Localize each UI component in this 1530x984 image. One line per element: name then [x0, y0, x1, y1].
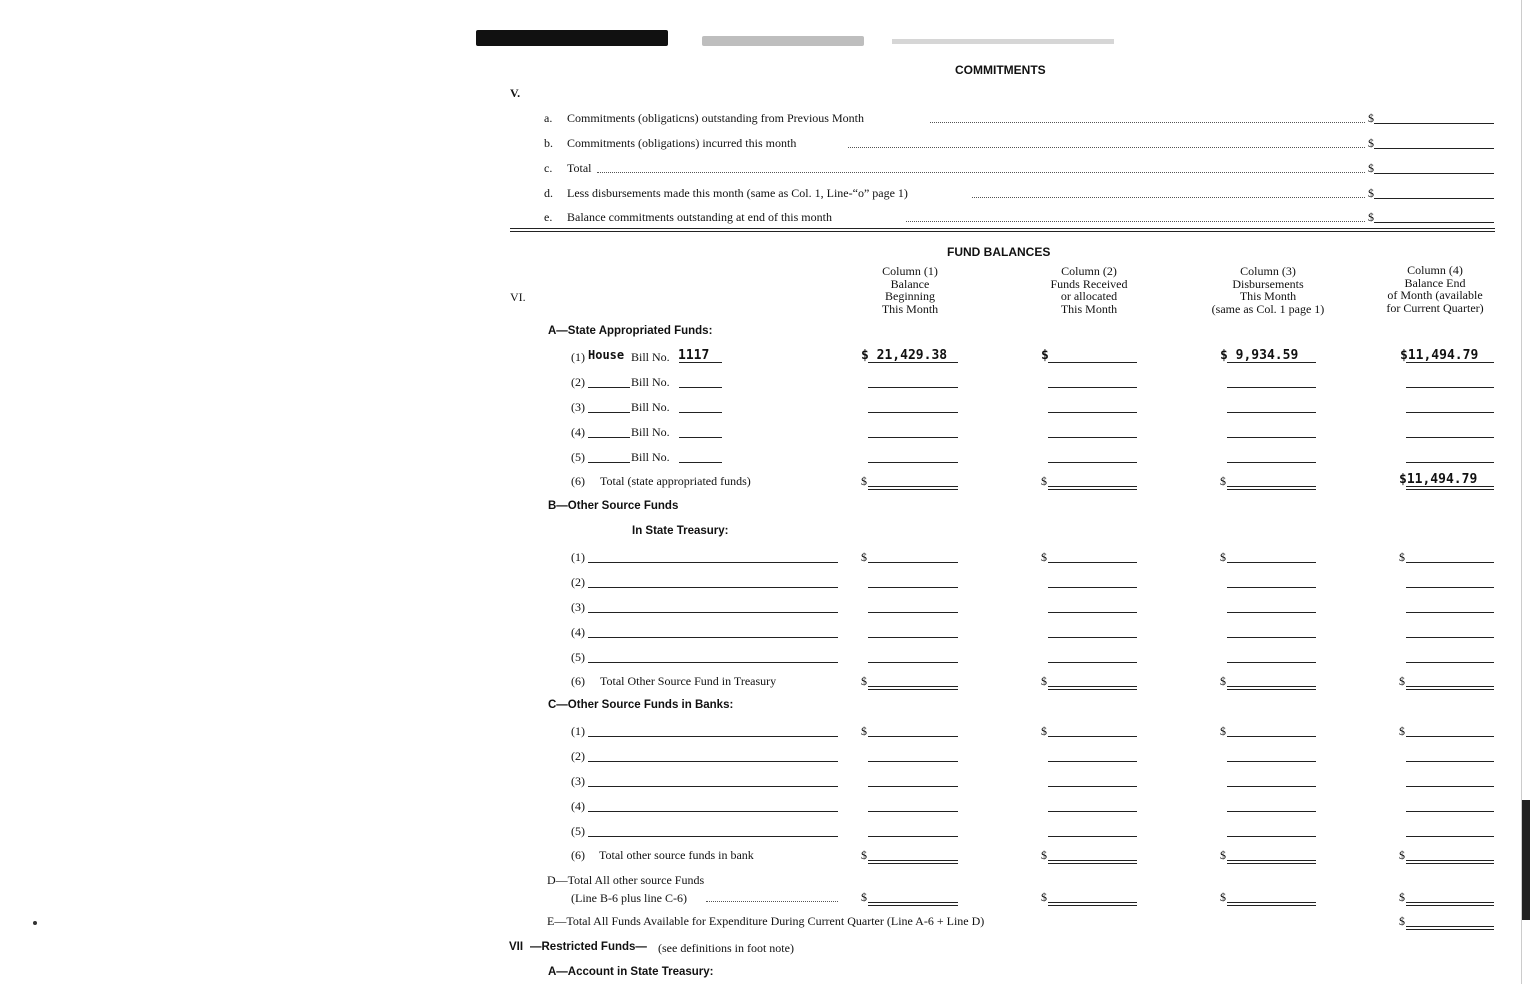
bill-number-line [679, 362, 722, 363]
col4-amount-line [1406, 836, 1494, 837]
col1-total-line [868, 486, 958, 487]
col2-dollar: $ [1041, 474, 1047, 488]
col3-amount-line [1227, 612, 1316, 613]
col3-amount-line [1227, 836, 1316, 837]
col2-total-line [1048, 486, 1137, 487]
col3-amount-line-double [1227, 905, 1316, 906]
col1-amount-line [868, 587, 958, 588]
grand-total-line-double [1406, 929, 1494, 930]
col4-amount-line-double [1406, 905, 1494, 906]
bill-row-number: (2) [571, 375, 585, 389]
col4-amount-line [1406, 362, 1494, 363]
fund-row-number: (5) [571, 824, 585, 838]
bill-chamber-line [588, 387, 630, 388]
bill-no-label: Bill No. [631, 425, 670, 439]
restricted-funds-note: (see definitions in foot note) [658, 941, 794, 955]
state-total-col4-value: $11,494.79 [1399, 472, 1478, 487]
column-1-header: Column (1) Balance Beginning This Month [881, 264, 939, 316]
col4-value: $11,494.79 [1400, 348, 1479, 363]
bill-row-number: (1) [571, 350, 585, 364]
col3-amount-line-double [1227, 863, 1316, 864]
col3-amount-line [1227, 362, 1316, 363]
commitment-letter: a. [544, 111, 553, 125]
col2-amount-line [1048, 902, 1137, 903]
col3-amount-line [1227, 462, 1316, 463]
col3-dollar: $ [1220, 724, 1226, 738]
commitment-leader [906, 221, 1365, 222]
bill-number-line [679, 462, 722, 463]
col2-amount-line [1048, 362, 1137, 363]
col2-amount-line [1048, 686, 1137, 687]
column-2-header: Column (2) Funds Received or allocated This Month [1050, 264, 1128, 316]
redacted-header-smudge [702, 36, 864, 46]
col2-amount-line-double [1048, 905, 1137, 906]
col1-amount-line [868, 362, 958, 363]
commitment-dollar: $ [1368, 136, 1374, 150]
col2-amount-line [1048, 587, 1137, 588]
col4-amount-line [1406, 462, 1494, 463]
col2-amount-line [1048, 437, 1137, 438]
col2-value: $ [1041, 348, 1049, 363]
col3-dollar: $ [1220, 848, 1226, 862]
col1-amount-line [868, 412, 958, 413]
commitment-leader [597, 172, 1365, 173]
commitment-amount-line [1374, 173, 1494, 174]
col4-amount-line [1406, 860, 1494, 861]
col1-amount-line [868, 902, 958, 903]
redacted-header-block [476, 30, 668, 46]
col1-amount-line [868, 662, 958, 663]
section-v-roman: V. [510, 86, 521, 100]
col3-dollar: $ [1220, 674, 1226, 688]
col2-amount-line [1048, 860, 1137, 861]
fund-name-line [588, 761, 838, 762]
col2-amount-line-double [1048, 689, 1137, 690]
commitment-label: Balance commitments outstanding at end of this month [567, 210, 832, 224]
col1-amount-line [868, 786, 958, 787]
commitment-amount-line [1374, 222, 1494, 223]
col4-total-line-double [1406, 489, 1494, 490]
section-vi-roman: VI. [510, 290, 526, 304]
col4-amount-line [1406, 612, 1494, 613]
col3-amount-line [1227, 387, 1316, 388]
col4-amount-line [1406, 786, 1494, 787]
col2-amount-line [1048, 662, 1137, 663]
commitment-dollar: $ [1368, 111, 1374, 125]
col3-amount-line [1227, 437, 1316, 438]
col3-amount-line [1227, 587, 1316, 588]
commitment-label: Total [567, 161, 592, 175]
col4-amount-line [1406, 387, 1494, 388]
col4-amount-line [1406, 587, 1494, 588]
column-4-header: Column (4) Balance End of Month (available for Current Quarter) [1386, 263, 1484, 315]
col3-total-line [1227, 486, 1316, 487]
fund-name-line [588, 587, 838, 588]
col1-amount-line [868, 437, 958, 438]
col2-amount-line [1048, 761, 1137, 762]
col2-amount-line [1048, 836, 1137, 837]
col2-amount-line [1048, 637, 1137, 638]
col4-amount-line-double [1406, 863, 1494, 864]
col4-dollar: $ [1399, 848, 1405, 862]
col1-dollar: $ [861, 474, 867, 488]
col3-amount-line [1227, 686, 1316, 687]
col2-dollar: $ [1041, 674, 1047, 688]
bill-chamber: House [588, 348, 625, 362]
commitment-leader [848, 147, 1365, 148]
restricted-funds-heading: —Restricted Funds— [530, 941, 647, 953]
grand-total-dollar: $ [1399, 914, 1405, 928]
col3-dollar: $ [1220, 474, 1226, 488]
col3-amount-line [1227, 786, 1316, 787]
col3-amount-line [1227, 562, 1316, 563]
in-state-treasury-label: In State Treasury: [632, 525, 729, 537]
scan-speck [33, 921, 37, 925]
col3-total-line-double [1227, 489, 1316, 490]
col1-amount-line-double [868, 689, 958, 690]
bill-row-number: (4) [571, 425, 585, 439]
bill-number-line [679, 412, 722, 413]
commitment-letter: c. [544, 161, 553, 175]
fund-balances-title: FUND BALANCES [947, 245, 1051, 259]
col4-amount-line-double [1406, 689, 1494, 690]
bill-number: 1117 [678, 348, 710, 363]
total-all-funds-label: E—Total All Funds Available for Expenditure During Current Quarter (Line A-6 + Line D) [547, 914, 985, 928]
col2-amount-line [1048, 811, 1137, 812]
col4-dollar: $ [1399, 674, 1405, 688]
col1-amount-line [868, 612, 958, 613]
col2-amount-line-double [1048, 863, 1137, 864]
fund-name-line [588, 637, 838, 638]
fund-name-line [588, 662, 838, 663]
treasury-total-number: (6) [571, 674, 585, 688]
col4-amount-line [1406, 662, 1494, 663]
fund-row-number: (2) [571, 575, 585, 589]
col1-amount-line [868, 811, 958, 812]
total-other-line2: (Line B-6 plus line C-6) [571, 891, 687, 905]
col1-dollar: $ [861, 674, 867, 688]
col2-dollar: $ [1041, 890, 1047, 904]
bill-number-line [679, 437, 722, 438]
col4-amount-line [1406, 437, 1494, 438]
commitment-amount-line [1374, 123, 1494, 124]
col3-amount-line [1227, 662, 1316, 663]
section-divider [510, 228, 1495, 232]
commitment-label: Commitments (obligaticns) outstanding from Previous Month [567, 111, 864, 125]
col3-dollar: $ [1220, 550, 1226, 564]
col4-amount-line [1406, 811, 1494, 812]
col3-dollar: $ [1220, 890, 1226, 904]
section-vii-roman: VII [509, 941, 524, 953]
bill-row-number: (5) [571, 450, 585, 464]
col1-amount-line-double [868, 905, 958, 906]
commitment-label: Less disbursements made this month (same as Col. 1, Line-“o” page 1) [567, 186, 908, 200]
grand-total-line [1406, 926, 1494, 927]
bill-row-number: (3) [571, 400, 585, 414]
bill-no-label: Bill No. [631, 375, 670, 389]
fund-name-line [588, 786, 838, 787]
bill-no-label: Bill No. [631, 400, 670, 414]
col3-amount-line [1227, 736, 1316, 737]
col2-total-line-double [1048, 489, 1137, 490]
col4-amount-line [1406, 761, 1494, 762]
commitment-leader [972, 197, 1365, 198]
commitment-letter: d. [544, 186, 553, 200]
state-total-number: (6) [571, 474, 585, 488]
bill-number-line [679, 387, 722, 388]
col2-amount-line [1048, 612, 1137, 613]
treasury-total-label: Total Other Source Fund in Treasury [600, 674, 777, 688]
commitment-amount-line [1374, 198, 1494, 199]
commitment-letter: b. [544, 136, 553, 150]
col3-amount-line [1227, 412, 1316, 413]
fund-row-number: (1) [571, 724, 585, 738]
col1-amount-line-double [868, 863, 958, 864]
col1-amount-line [868, 736, 958, 737]
col1-dollar: $ [861, 848, 867, 862]
col4-dollar: $ [1399, 890, 1405, 904]
commitment-amount-line [1374, 148, 1494, 149]
col4-amount-line [1406, 736, 1494, 737]
fund-row-number: (3) [571, 600, 585, 614]
col1-value: $ 21,429.38 [861, 348, 948, 363]
col3-amount-line [1227, 761, 1316, 762]
bill-no-label: Bill No. [631, 350, 670, 364]
bill-chamber-line [588, 412, 630, 413]
col1-amount-line [868, 836, 958, 837]
commitment-dollar: $ [1368, 161, 1374, 175]
total-other-leader [706, 901, 838, 902]
col3-amount-line-double [1227, 689, 1316, 690]
col2-amount-line [1048, 462, 1137, 463]
banks-heading: C—Other Source Funds in Banks: [548, 699, 734, 711]
redacted-header-faint [892, 39, 1114, 44]
col4-amount-line [1406, 412, 1494, 413]
commitment-label: Commitments (obligations) incurred this month [567, 136, 797, 150]
col3-value: $ 9,934.59 [1220, 348, 1299, 363]
col1-dollar: $ [861, 890, 867, 904]
bill-chamber-line [588, 462, 630, 463]
scan-edge-dark [1522, 800, 1530, 920]
col2-dollar: $ [1041, 550, 1047, 564]
col1-amount-line [868, 637, 958, 638]
bank-total-number: (6) [571, 848, 585, 862]
bank-total-label: Total other source funds in bank [599, 848, 754, 862]
col1-dollar: $ [861, 550, 867, 564]
col4-amount-line [1406, 686, 1494, 687]
col3-amount-line [1227, 637, 1316, 638]
fund-name-line [588, 836, 838, 837]
commitments-title: COMMITMENTS [955, 63, 1046, 77]
commitment-dollar: $ [1368, 186, 1374, 200]
col1-dollar: $ [861, 724, 867, 738]
col2-amount-line [1048, 736, 1137, 737]
col2-dollar: $ [1041, 724, 1047, 738]
state-treasury-account-heading: A—Account in State Treasury: [548, 966, 714, 978]
col4-amount-line [1406, 562, 1494, 563]
bill-chamber-line [588, 437, 630, 438]
other-source-heading: B—Other Source Funds [548, 500, 679, 512]
col2-dollar: $ [1041, 848, 1047, 862]
col4-amount-line [1406, 637, 1494, 638]
fund-row-number: (4) [571, 625, 585, 639]
col1-amount-line [868, 387, 958, 388]
col4-dollar: $ [1399, 724, 1405, 738]
col2-amount-line [1048, 562, 1137, 563]
total-other-line1: D—Total All other source Funds [547, 873, 705, 887]
fund-name-line [588, 736, 838, 737]
fund-row-number: (3) [571, 774, 585, 788]
fund-name-line [588, 811, 838, 812]
commitment-leader [930, 122, 1365, 123]
state-total-label: Total (state appropriated funds) [600, 474, 751, 488]
col1-amount-line [868, 761, 958, 762]
fund-row-number: (5) [571, 650, 585, 664]
col2-amount-line [1048, 387, 1137, 388]
fund-name-line [588, 562, 838, 563]
col3-amount-line [1227, 860, 1316, 861]
col1-total-line-double [868, 489, 958, 490]
col3-amount-line [1227, 811, 1316, 812]
col4-dollar: $ [1399, 550, 1405, 564]
col1-amount-line [868, 860, 958, 861]
fund-row-number: (4) [571, 799, 585, 813]
fund-row-number: (1) [571, 550, 585, 564]
col1-amount-line [868, 462, 958, 463]
state-appropriated-heading: A—State Appropriated Funds: [548, 325, 713, 337]
column-3-header: Column (3) Disbursements This Month (same as Col. 1 page 1) [1211, 264, 1325, 316]
col1-amount-line [868, 562, 958, 563]
fund-name-line [588, 612, 838, 613]
commitment-dollar: $ [1368, 210, 1374, 224]
col2-amount-line [1048, 412, 1137, 413]
col2-amount-line [1048, 786, 1137, 787]
col3-amount-line [1227, 902, 1316, 903]
col4-amount-line [1406, 902, 1494, 903]
col1-amount-line [868, 686, 958, 687]
commitment-letter: e. [544, 210, 553, 224]
bill-no-label: Bill No. [631, 450, 670, 464]
fund-row-number: (2) [571, 749, 585, 763]
